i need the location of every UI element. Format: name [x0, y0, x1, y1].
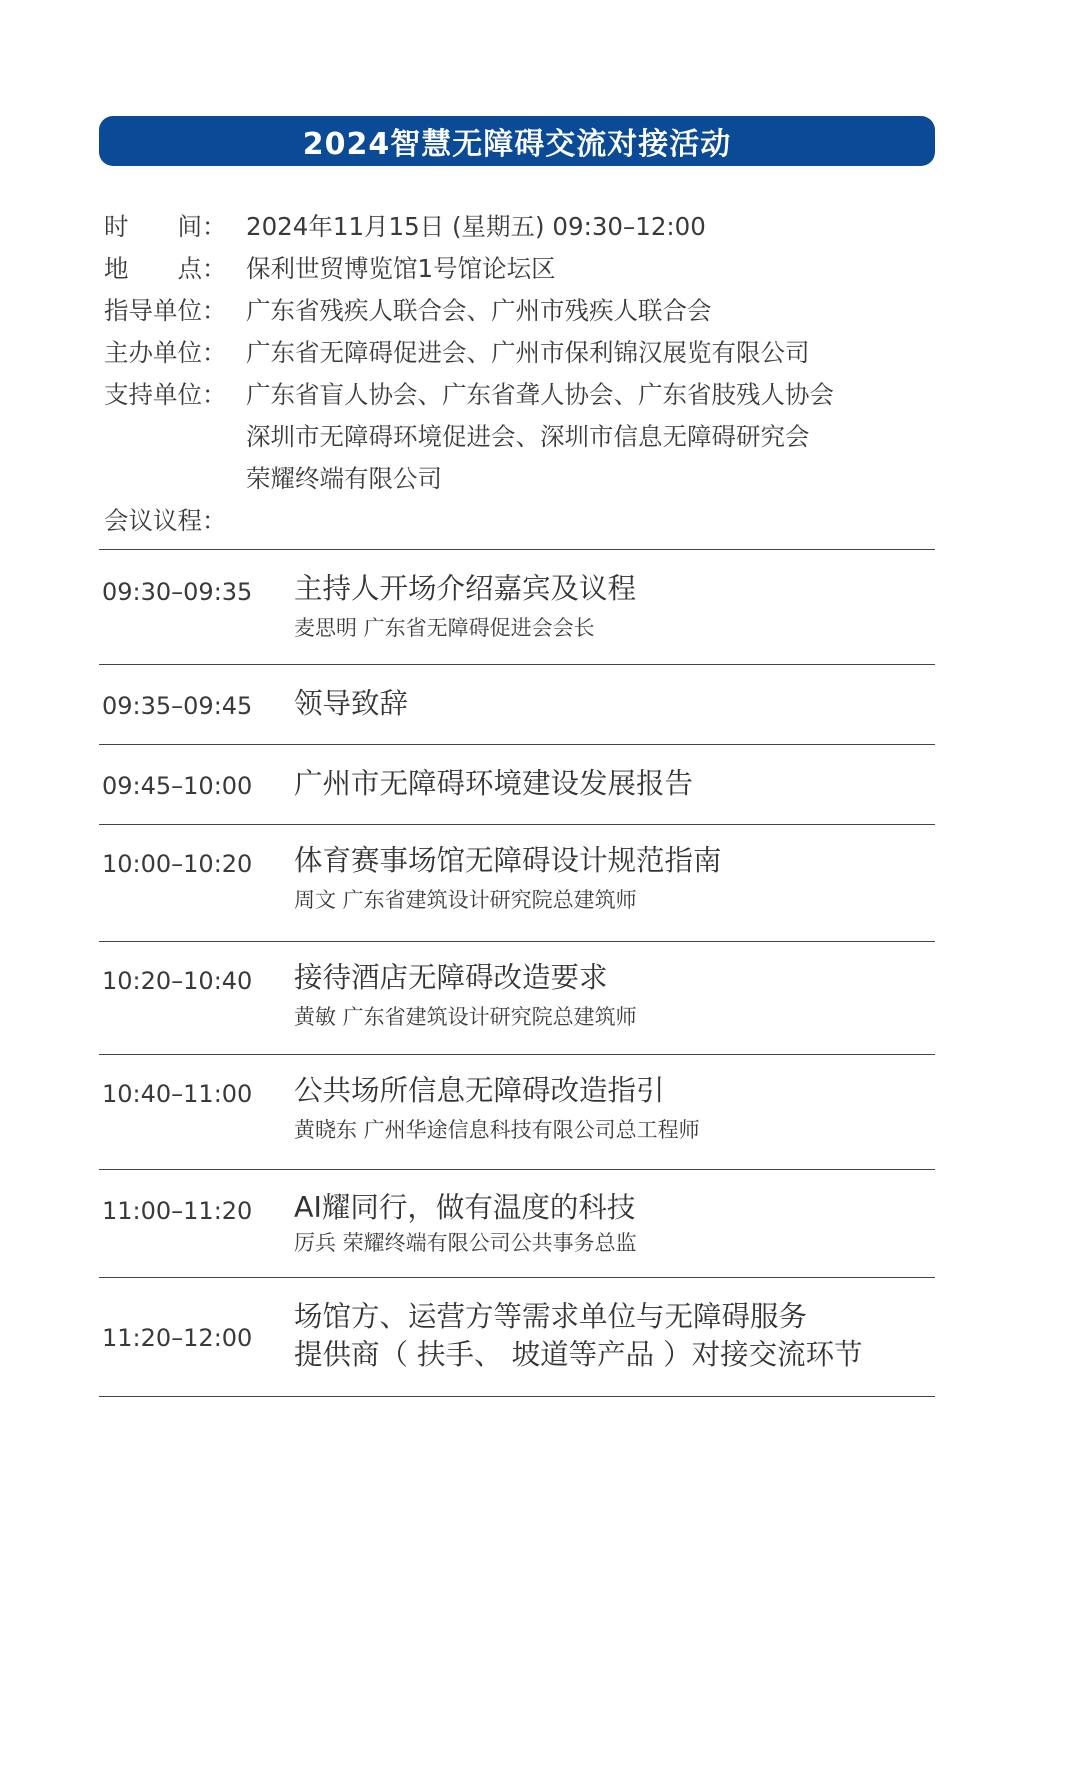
agenda-row: [99, 665, 935, 745]
agenda-content: [294, 685, 935, 723]
agenda-speaker: 周文 广东省建筑设计研究院总建筑师: [294, 888, 637, 912]
info-value: 广东省残疾人联合会、广州市残疾人联合会: [246, 296, 712, 325]
info-value: 保利世贸博览馆1号馆论坛区: [246, 254, 556, 283]
event-title-banner: [99, 116, 935, 166]
agenda-row: [99, 1055, 935, 1170]
info-row-guidance: [104, 290, 944, 332]
agenda-title: 广州市无障碍环境建设发展报告: [294, 767, 694, 800]
info-row-venue: [104, 248, 944, 290]
info-row-support: [104, 374, 944, 500]
info-row-agenda-heading: [104, 500, 944, 542]
agenda-time: 09:45–10:00: [102, 772, 253, 800]
agenda-title-continued: 提供商（ 扶手、 坡道等产品 ）对接交流环节: [294, 1338, 863, 1371]
agenda-time: 10:20–10:40: [102, 967, 253, 995]
agenda-speaker: 厉兵 荣耀终端有限公司公共事务总监: [294, 1231, 637, 1255]
agenda-title: AI耀同行，做有温度的科技: [294, 1191, 636, 1224]
agenda-time: 09:35–09:45: [102, 692, 253, 720]
agenda-table: [99, 550, 935, 1397]
info-label: 指导单位：: [104, 296, 227, 325]
agenda-title: 体育赛事场馆无障碍设计规范指南: [294, 844, 722, 877]
info-value: 深圳市无障碍环境促进会、深圳市信息无障碍研究会: [246, 422, 810, 451]
info-value: 广东省盲人协会、广东省聋人协会、广东省肢残人协会: [246, 380, 834, 409]
agenda-content: [294, 765, 935, 803]
agenda-row: [99, 550, 935, 665]
agenda-speaker: 黄敏 广东省建筑设计研究院总建筑师: [294, 1005, 637, 1029]
info-label: 地 点：: [104, 254, 227, 283]
agenda-speaker: 黄晓东 广州华途信息科技有限公司总工程师: [294, 1118, 700, 1142]
info-value-block: [246, 374, 834, 500]
agenda-title: 主持人开场介绍嘉宾及议程: [294, 572, 637, 605]
agenda-content: [294, 959, 935, 1031]
agenda-content: [294, 1072, 935, 1144]
agenda-content: [294, 842, 935, 914]
agenda-row: [99, 1278, 935, 1397]
event-info: [104, 206, 944, 542]
agenda-time: 10:00–10:20: [102, 850, 253, 878]
agenda-title: 领导致辞: [294, 687, 409, 720]
agenda-row: [99, 745, 935, 825]
info-value: 2024年11月15日 (星期五) 09:30–12:00: [246, 212, 706, 241]
event-title: 2024智慧无障碍交流对接活动: [302, 127, 732, 162]
agenda-time: 10:40–11:00: [102, 1080, 253, 1108]
info-label: 支持单位：: [104, 380, 227, 409]
agenda-row: [99, 825, 935, 942]
info-label: 会议议程：: [104, 506, 227, 535]
agenda-content: [294, 570, 935, 642]
agenda-title: 公共场所信息无障碍改造指引: [294, 1074, 665, 1107]
agenda-row: [99, 942, 935, 1055]
info-row-organizer: [104, 332, 944, 374]
agenda-speaker: 麦思明 广东省无障碍促进会会长: [294, 616, 595, 640]
info-label: 时 间：: [104, 212, 227, 241]
info-row-time: [104, 206, 944, 248]
agenda-title: 场馆方、运营方等需求单位与无障碍服务: [294, 1300, 808, 1333]
info-value: 荣耀终端有限公司: [246, 464, 442, 493]
info-value: 广东省无障碍促进会、广州市保利锦汉展览有限公司: [246, 338, 810, 367]
agenda-time: 11:20–12:00: [102, 1324, 253, 1352]
agenda-time: 09:30–09:35: [102, 578, 253, 606]
info-label: 主办单位：: [104, 338, 227, 367]
agenda-content: [294, 1189, 935, 1257]
agenda-content: [294, 1298, 935, 1374]
agenda-time: 11:00–11:20: [102, 1197, 253, 1225]
agenda-title: 接待酒店无障碍改造要求: [294, 961, 608, 994]
agenda-row: [99, 1170, 935, 1278]
